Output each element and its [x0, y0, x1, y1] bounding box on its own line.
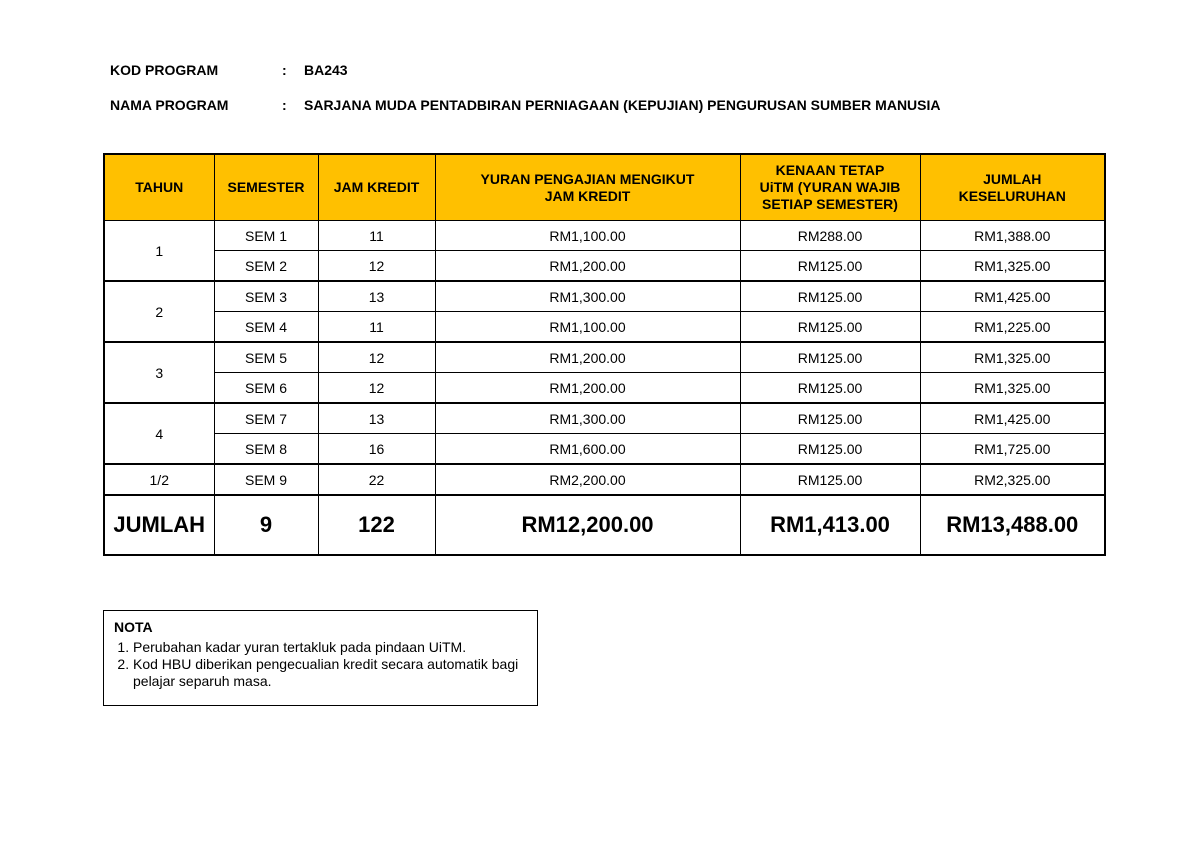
total-fee: RM12,200.00 [435, 495, 740, 555]
total-label: JUMLAH [104, 495, 214, 555]
total-cell: RM1,425.00 [920, 403, 1105, 434]
program-name-colon: : [282, 97, 287, 113]
table-row [104, 434, 1105, 465]
col-header-yuran: YURAN PENGAJIAN MENGIKUT JAM KREDIT [435, 154, 740, 221]
credit-cell: 11 [318, 221, 435, 251]
col-header-semester: SEMESTER [214, 154, 318, 221]
table-row [104, 251, 1105, 282]
total-fixed-fee: RM1,413.00 [740, 495, 920, 555]
notes-box [103, 610, 538, 706]
credit-cell: 11 [318, 312, 435, 343]
semester-cell: SEM 3 [214, 281, 318, 312]
fixed-fee-cell: RM125.00 [740, 342, 920, 373]
total-semester: 9 [214, 495, 318, 555]
credit-cell: 12 [318, 251, 435, 282]
total-cell: RM1,388.00 [920, 221, 1105, 251]
semester-cell: SEM 8 [214, 434, 318, 465]
note-item: 2. Kod HBU diberikan pengecualian kredit secara automatik bagi pelajar separuh masa. [133, 656, 527, 690]
notes-title: NOTA [114, 619, 153, 635]
fixed-fee-cell: RM125.00 [740, 403, 920, 434]
semester-cell: SEM 1 [214, 221, 318, 251]
table-header-row [104, 154, 1105, 221]
total-cell: RM2,325.00 [920, 464, 1105, 495]
credit-cell: 12 [318, 342, 435, 373]
program-name-row [110, 97, 941, 113]
fee-cell: RM2,200.00 [435, 464, 740, 495]
total-cell: RM1,325.00 [920, 251, 1105, 282]
year-cell: 3 [104, 342, 214, 403]
fee-cell: RM1,300.00 [435, 403, 740, 434]
fixed-fee-cell: RM288.00 [740, 221, 920, 251]
table-row [104, 464, 1105, 495]
fee-cell: RM1,100.00 [435, 312, 740, 343]
credit-cell: 12 [318, 373, 435, 404]
fixed-fee-cell: RM125.00 [740, 312, 920, 343]
col-header-tahun: TAHUN [104, 154, 214, 221]
fee-cell: RM1,600.00 [435, 434, 740, 465]
total-cell: RM1,225.00 [920, 312, 1105, 343]
total-cell: RM1,425.00 [920, 281, 1105, 312]
year-cell: 4 [104, 403, 214, 464]
total-cell: RM1,325.00 [920, 342, 1105, 373]
total-row [104, 495, 1105, 555]
credit-cell: 13 [318, 403, 435, 434]
col-header-kenaan: KENAAN TETAP UiTM (YURAN WAJIB SETIAP SEMESTER) [740, 154, 920, 221]
credit-cell: 13 [318, 281, 435, 312]
program-code-label: KOD PROGRAM [110, 62, 219, 78]
total-credit: 122 [318, 495, 435, 555]
table-row [104, 403, 1105, 434]
fee-cell: RM1,300.00 [435, 281, 740, 312]
fee-cell: RM1,200.00 [435, 373, 740, 404]
notes-list [114, 639, 527, 690]
col-header-jumlah: JUMLAH KESELURUHAN [920, 154, 1105, 221]
program-code-value: BA243 [304, 62, 348, 78]
fee-cell: RM1,200.00 [435, 251, 740, 282]
fixed-fee-cell: RM125.00 [740, 281, 920, 312]
credit-cell: 16 [318, 434, 435, 465]
note-item: 1. Perubahan kadar yuran tertakluk pada pindaan UiTM. [133, 639, 527, 656]
program-name-value: SARJANA MUDA PENTADBIRAN PERNIAGAAN (KEPUJIAN) PENGURUSAN SUMBER MANUSIA [304, 97, 941, 113]
grand-total: RM13,488.00 [920, 495, 1105, 555]
program-code-row [110, 62, 348, 78]
table-row [104, 373, 1105, 404]
fixed-fee-cell: RM125.00 [740, 464, 920, 495]
semester-cell: SEM 6 [214, 373, 318, 404]
fee-cell: RM1,100.00 [435, 221, 740, 251]
table-row [104, 221, 1105, 251]
semester-cell: SEM 7 [214, 403, 318, 434]
fee-cell: RM1,200.00 [435, 342, 740, 373]
fixed-fee-cell: RM125.00 [740, 373, 920, 404]
table-row [104, 312, 1105, 343]
semester-cell: SEM 9 [214, 464, 318, 495]
year-cell: 1 [104, 221, 214, 282]
semester-cell: SEM 5 [214, 342, 318, 373]
year-cell: 2 [104, 281, 214, 342]
table-row [104, 342, 1105, 373]
total-cell: RM1,325.00 [920, 373, 1105, 404]
program-code-colon: : [282, 62, 287, 78]
fixed-fee-cell: RM125.00 [740, 434, 920, 465]
program-name-label: NAMA PROGRAM [110, 97, 229, 113]
fee-table [103, 153, 1106, 556]
table-row [104, 281, 1105, 312]
semester-cell: SEM 4 [214, 312, 318, 343]
semester-cell: SEM 2 [214, 251, 318, 282]
col-header-jam-kredit: JAM KREDIT [318, 154, 435, 221]
fixed-fee-cell: RM125.00 [740, 251, 920, 282]
year-cell: 1/2 [104, 464, 214, 495]
total-cell: RM1,725.00 [920, 434, 1105, 465]
credit-cell: 22 [318, 464, 435, 495]
